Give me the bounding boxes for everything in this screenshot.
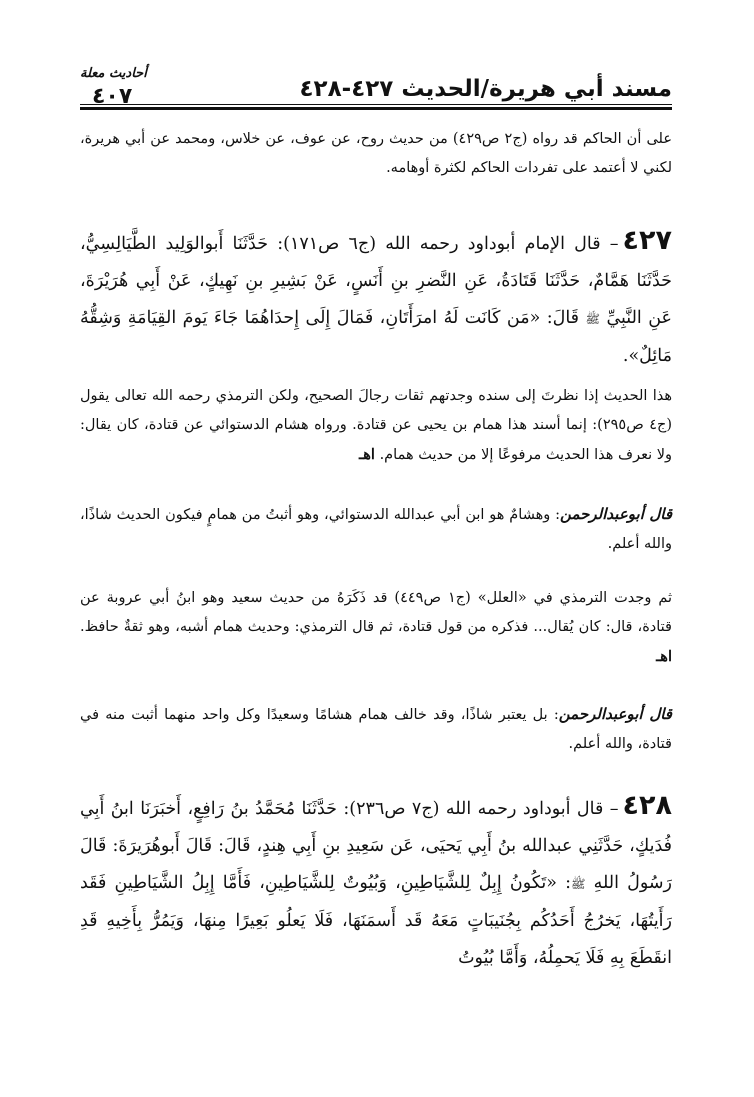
author-note <box>80 700 672 759</box>
note-text: على أن الحاكم قد رواه (ج٢ ص٤٢٩) من حديث روح، عن عوف، عن خلاس، ومحمد عن أبي هريرة، لكني لا أعتمد على تفردات الحاكم لكثرة أوهامه. <box>80 131 672 176</box>
header-rule-thin <box>80 104 672 105</box>
salutation-glyph: ﷺ <box>585 312 600 326</box>
hadith-paragraph <box>80 787 672 977</box>
end-mark: اهـ <box>359 446 375 463</box>
note-paragraph <box>80 382 672 470</box>
hadith-text: – قال الإمام أبوداود رحمه الله (ج٦ ص١٧١): حَدَّثَنَا أَبوالوَلِيد الطَّيَالِسِيُّ، حَدَّثَنَا هَمَّامٌ، حَدَّثَنَا قَتَادَةُ، عَنِ النَّضرِ بنِ أَنَسٍ، عَنْ بَشِيرِ بنِ نَهِيكٍ، عَنْ أَبِي هُرَيْرَةَ، عَنِ النَّبِيِّ <box>80 234 672 328</box>
hadith-text-continued: قَالَ: «مَن كَانَت لَهُ امرَأَتَانِ، فَمَالَ إِلَى إِحدَاهُمَا جَاءَ يَومَ القِيَامَةِ وَشِقُّهُ مَائِلٌ». <box>80 308 672 366</box>
note-text: ثم وجدت الترمذي في «العلل» (ج١ ص٤٤٩) قد ذَكَرَهُ من حديث سعيد وهو ابنُ أبي عروبة عن قتادة، قال: كان يُقال... فذكره من قول قتادة، ثم قال الترمذي: وحديث همام أشبه، وهو ثقةٌ حافظ. <box>80 590 673 635</box>
hadith-text-continued: : «تَكُونُ إِبِلٌ لِلشَّيَاطِينِ، وَبُيُوتٌ لِلشَّيَاطِينِ، فَأَمَّا إِبِلُ الشَّيَاطِينِ فَقَد رَأَيتُهَا، يَخرُجُ أَحَدُكُم بِجُنَيبَاتٍ مَعَهُ قَد أَسمَنَهَا، فَلَا يَعلُو بَعِيرًا مِنهَا، وَيَمُرُّ بِأَخِيهِ قَدِ انقَطَعَ بِهِ فَلَا يَحمِلُهُ، وَأَمَّا بُيُوتُ <box>80 873 672 968</box>
note-text: هذا الحديث إذا نظرتَ إلى سنده وجدتهم ثقات رجالَ الصحيح، ولكن الترمذي رحمه الله تعالى يقول (ج٤ ص٢٩٥): إنما أسند هذا همام بن يحيى عن قتادة. ورواه هشام الدستوائي عن قتادة، كان يقال: ولا نعرف هذا الحديث مرفوعًا إلا من حديث همام. <box>80 388 673 463</box>
end-mark: اهـ <box>656 648 672 665</box>
note-text: : وهشامٌ هو ابن أبي عبدالله الدستوائي، وهو أثبتُ من همامٍ فيكون الحديث شاذًا، والله أعلم. <box>80 507 672 552</box>
hadith-paragraph <box>80 222 672 375</box>
note-paragraph <box>80 584 672 672</box>
note-paragraph <box>80 125 672 183</box>
hadith-number: ٤٢٨ <box>622 790 672 821</box>
hadith-number: ٤٢٧ <box>622 225 672 256</box>
author-signature: قال أبوعبدالرحمن <box>560 505 672 523</box>
running-title: مسند أبي هريرة/الحديث ٤٢٧-٤٢٨ <box>299 76 672 102</box>
note-text: : بل يعتبر شاذًا، وقد خالف همام هشامًا وسعيدًا وكل واحد منهما أثبت منه في قتادة، والله أعلم. <box>80 707 672 752</box>
author-signature: قال أبوعبدالرحمن <box>558 705 672 723</box>
section-label: أحاديث معلة <box>80 66 147 81</box>
author-note <box>80 500 672 559</box>
running-header <box>80 66 672 110</box>
hadith-text: – قال أبوداود رحمه الله (ج٧ ص٢٣٦): حَدَّثَنَا مُحَمَّدُ بنُ رَافِعٍ، أَخبَرَنَا ابنُ أَبِي فُدَيكٍ، حَدَّثَنِي عبدالله بنُ أَبِي يَحيَى، عَن سَعِيدِ بنِ أَبِي هِندٍ، قَالَ: قَالَ أَبوهُرَيرَةَ: قَالَ رَسُولُ اللهِ <box>80 799 672 893</box>
page-number: ٤٠٧ <box>92 84 133 109</box>
header-rule <box>80 107 672 110</box>
salutation-glyph: ﷺ <box>571 877 586 891</box>
